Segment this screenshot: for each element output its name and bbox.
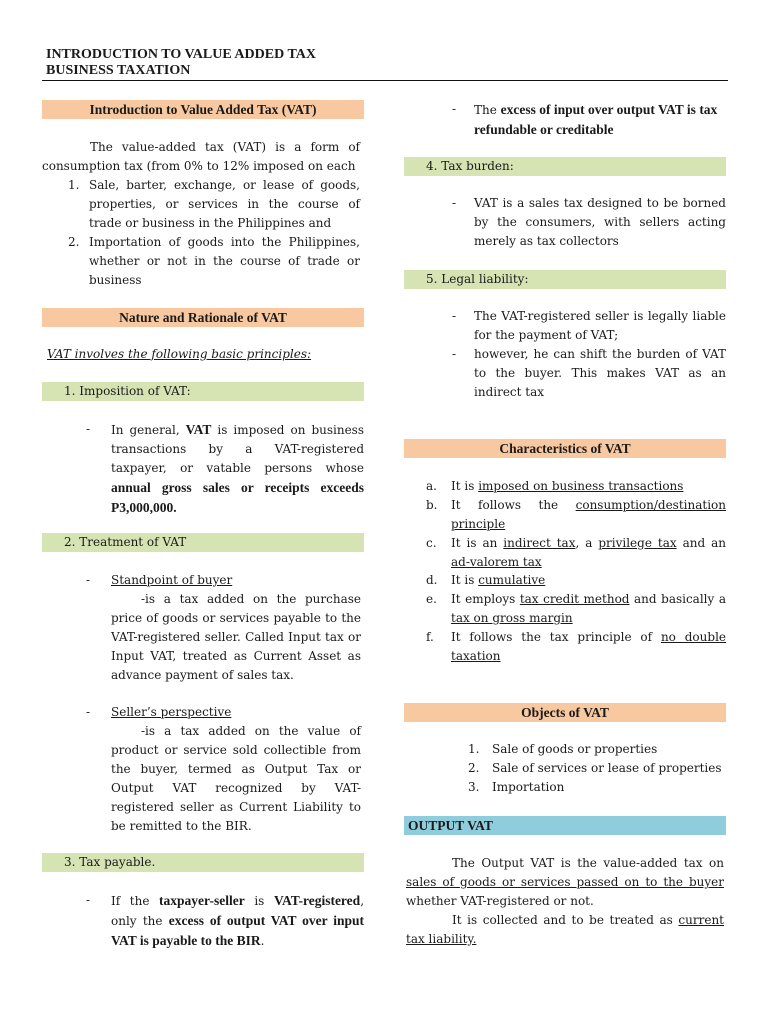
principle-2-label: 2. Treatment of VAT <box>42 533 364 552</box>
principle-1-text: In general, VAT is imposed on business transactions by a VAT-registered taxpayer, or vatable persons whose annual gross sales or receipts exceeds P3,000,000. <box>111 422 364 515</box>
seller-title: Seller’s perspective <box>111 705 232 719</box>
principle-4-label: 4. Tax burden: <box>404 157 726 176</box>
principle-5-text-1: The VAT-registered seller is legally liable for the payment of VAT; <box>474 309 726 342</box>
document-title: INTRODUCTION TO VALUE ADDED TAX <box>46 47 316 62</box>
bullet-dash: - <box>452 196 457 210</box>
intro-item-2-marker: 2. <box>68 235 80 249</box>
principle-1-label: 1. Imposition of VAT: <box>42 382 364 401</box>
buyer-title: Standpoint of buyer <box>111 573 233 587</box>
intro-heading: Introduction to Value Added Tax (VAT) <box>42 100 364 119</box>
principle-3-text: If the taxpayer-seller is VAT-registered, only the excess of output VAT over input VAT is payable to the BIR. <box>111 893 365 948</box>
bullet-dash: - <box>452 347 457 361</box>
objects-heading: Objects of VAT <box>404 703 726 722</box>
output-vat-heading: OUTPUT VAT <box>404 816 726 835</box>
output-vat-paragraph-2: It is collected and to be treated as current tax liability. <box>406 913 724 946</box>
principle-5-label: 5. Legal liability: <box>404 270 726 289</box>
intro-item-1-text: Sale, barter, exchange, or lease of goods, properties, or services in the course of trade or business in the Philippines and <box>89 178 360 230</box>
principle-3-label: 3. Tax payable. <box>42 853 364 872</box>
output-vat-paragraph: The Output VAT is the value-added tax on sales of goods or services passed on to the buyer whether VAT-registered or not. <box>406 856 724 908</box>
principle-5-text-2: however, he can shift the burden of VAT to the buyer. This makes VAT as an indirect tax <box>474 347 726 399</box>
bullet-dash: - <box>86 573 91 587</box>
principle-4-text: VAT is a sales tax designed to be borned by the consumers, with sellers acting merely as tax collectors <box>474 196 726 248</box>
header-rule <box>42 80 728 81</box>
intro-item-1-marker: 1. <box>68 178 80 192</box>
bullet-dash: - <box>86 705 91 719</box>
bullet-dash: - <box>86 893 91 907</box>
excess-text: The excess of input over output VAT is tax refundable or creditable <box>474 102 718 137</box>
principles-intro: VAT involves the following basic principles: <box>47 347 312 361</box>
characteristics-heading: Characteristics of VAT <box>404 439 726 458</box>
intro-item-2-text: Importation of goods into the Philippines, whether or not in the course of trade or business <box>89 235 360 287</box>
document-subtitle: BUSINESS TAXATION <box>46 63 191 78</box>
buyer-text: -is a tax added on the purchase price of goods or services payable to the VAT-registered seller. Called Input tax or Input VAT, treated as Current Asset as advance payment of sales tax. <box>111 592 361 682</box>
nature-heading: Nature and Rationale of VAT <box>42 308 364 327</box>
intro-paragraph: The value-added tax (VAT) is a form of consumption tax (from 0% to 12% imposed on each <box>42 140 360 173</box>
document-header <box>46 47 726 79</box>
bullet-dash: - <box>452 309 457 323</box>
bullet-dash: - <box>452 102 457 116</box>
bullet-dash: - <box>86 422 91 436</box>
seller-text: -is a tax added on the value of product or service sold collectible from the buyer, termed as Output Tax or Output VAT recognized by VAT-registered seller as Current Liability to be remitted to the BIR. <box>111 724 361 833</box>
